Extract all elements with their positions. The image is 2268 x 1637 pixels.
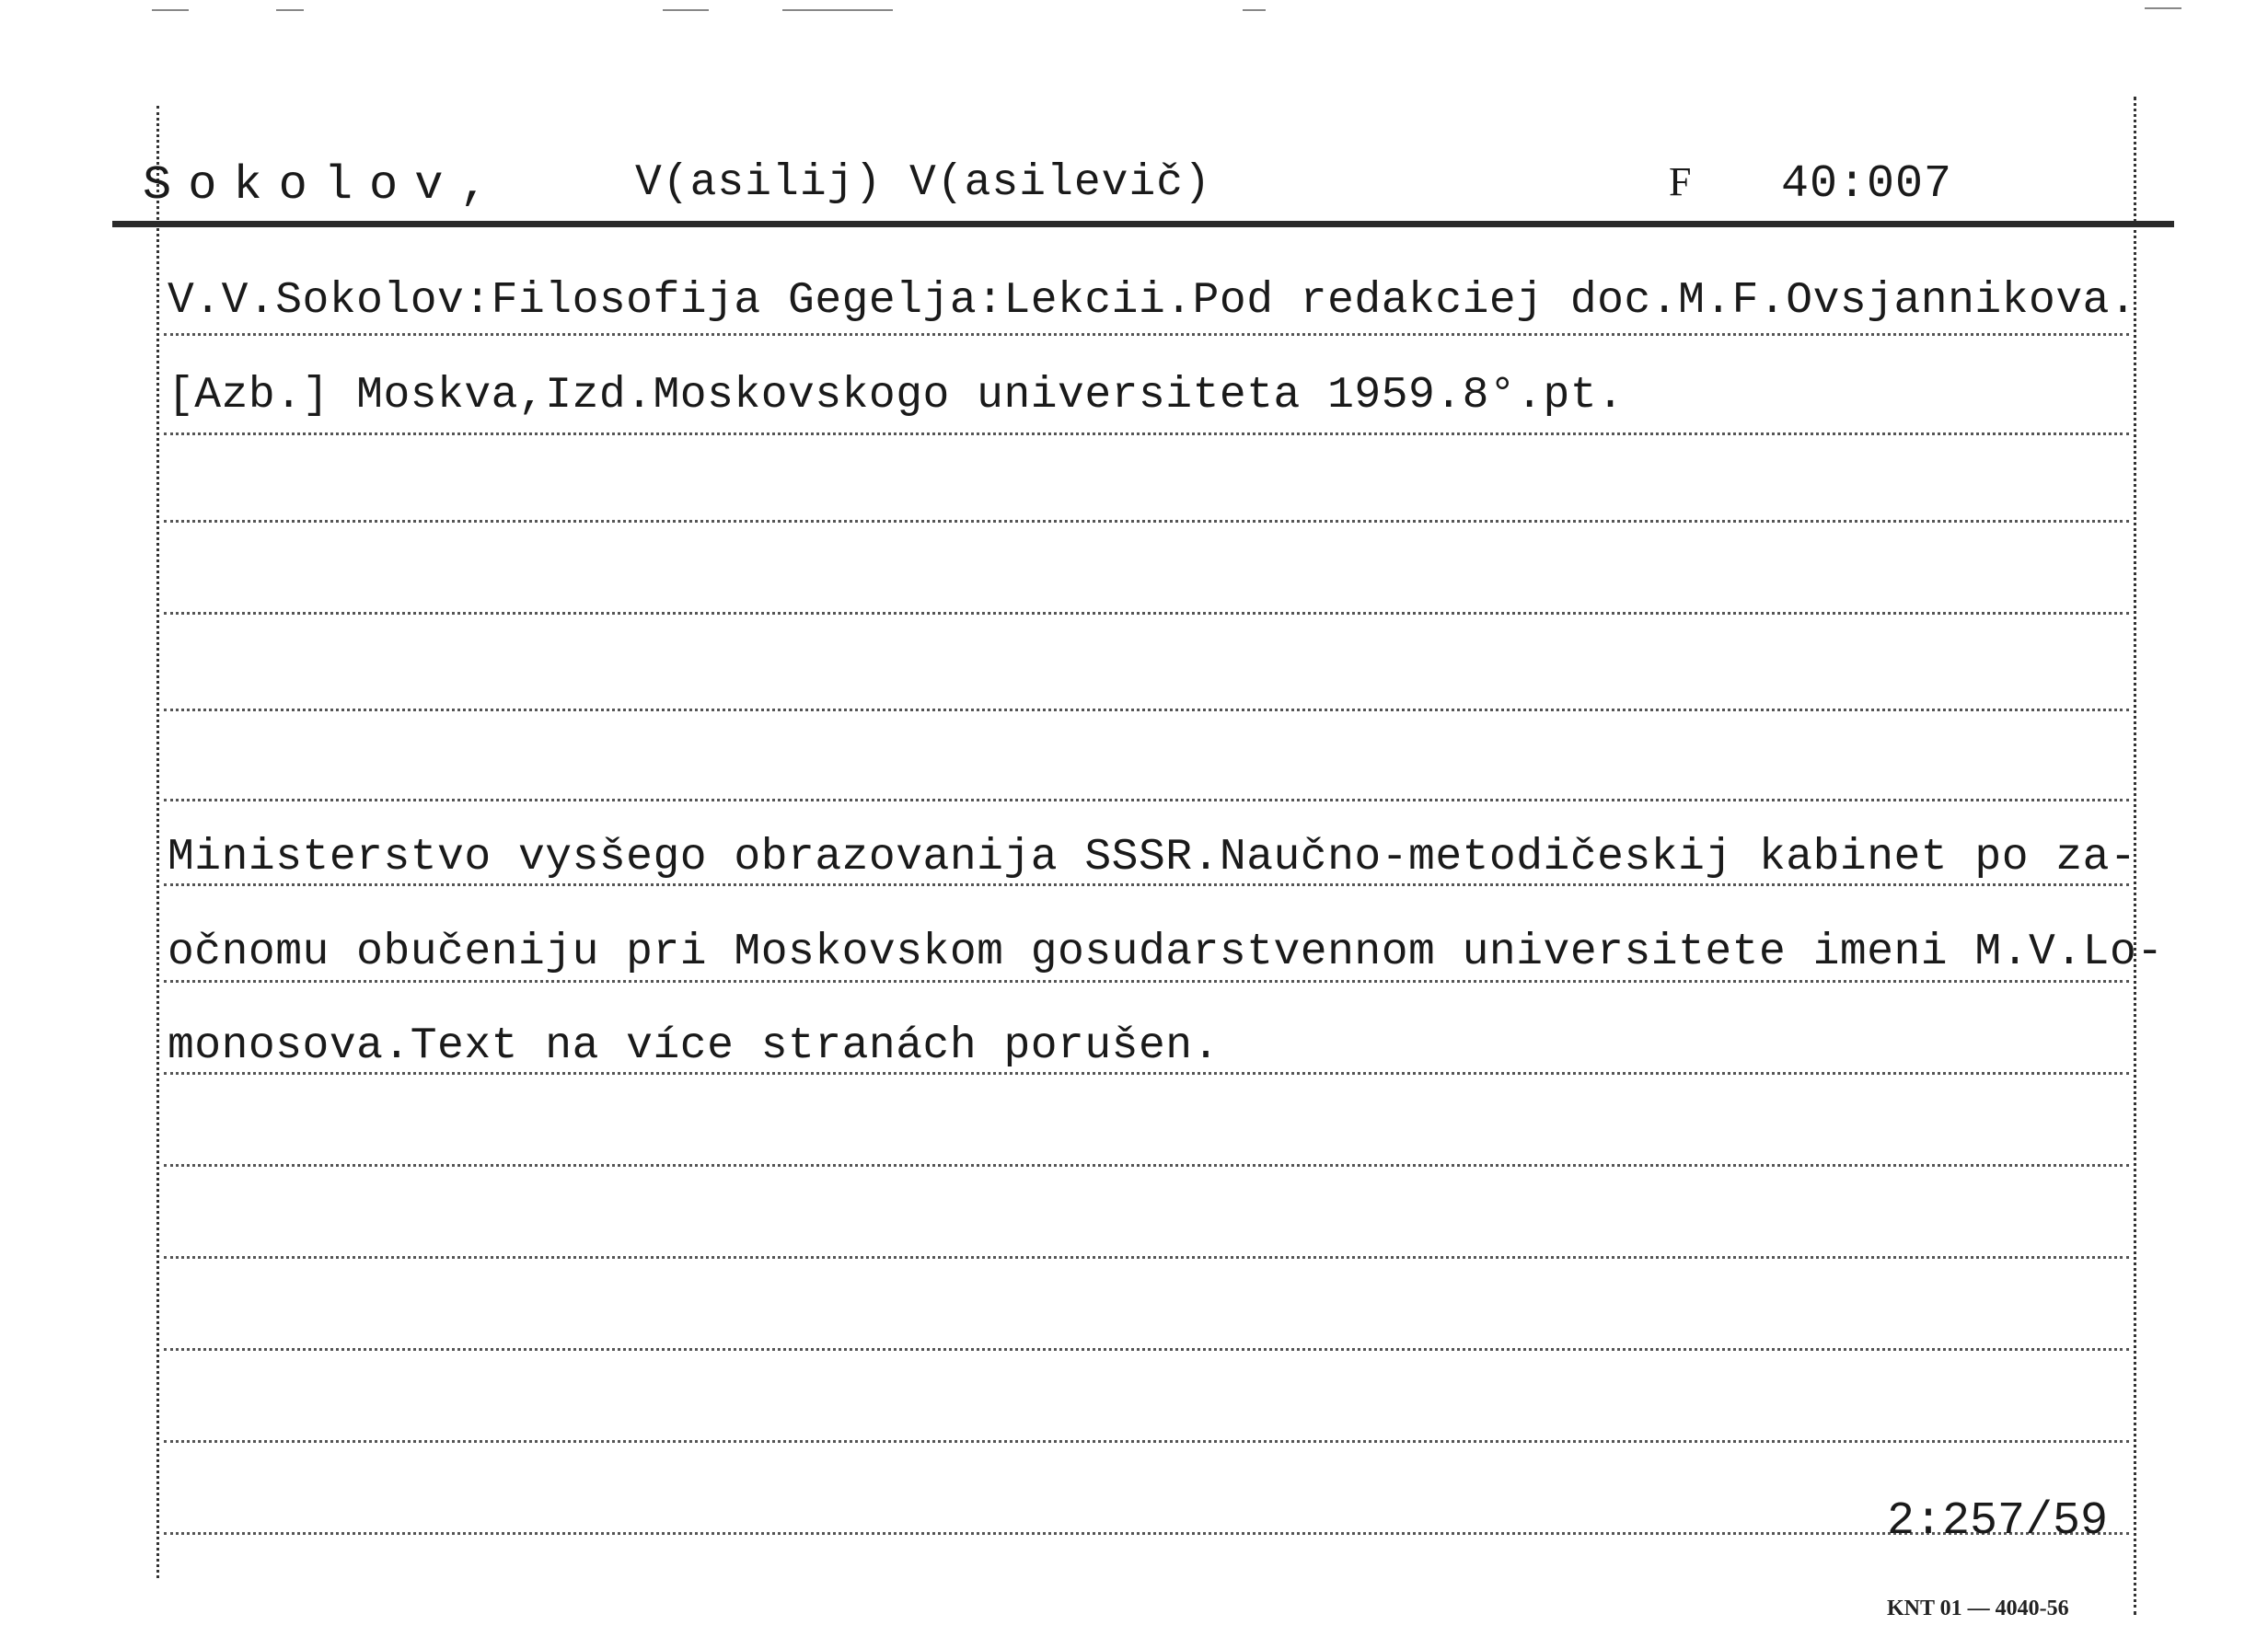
scan-speck xyxy=(2145,7,2181,9)
scan-speck xyxy=(276,9,304,11)
ruled-line xyxy=(164,1440,2129,1443)
ruled-line xyxy=(164,432,2129,435)
header-rule xyxy=(112,221,2174,227)
author-given-names: V(asilij) V(asilevič) xyxy=(635,158,1211,208)
ruled-line xyxy=(164,883,2129,886)
left-margin-line xyxy=(156,106,159,1578)
scan-speck xyxy=(663,9,709,11)
shelf-signature: 40:007 xyxy=(1781,158,1953,211)
ruled-line xyxy=(164,612,2129,615)
fond-mark: F xyxy=(1669,159,1693,204)
scan-speck xyxy=(152,9,189,11)
ruled-line xyxy=(164,1164,2129,1167)
ruled-line xyxy=(164,1072,2129,1075)
body-line-4: očnomu obučeniju pri Moskovskom gosudarstvennom universitete imeni M.V.Lo- xyxy=(168,928,2164,977)
ruled-line xyxy=(164,1348,2129,1351)
ruled-line xyxy=(164,333,2129,336)
ruled-line xyxy=(164,799,2129,801)
scan-speck xyxy=(1243,9,1266,11)
ruled-line xyxy=(164,1532,2129,1535)
body-line-3: Ministerstvo vysšego obrazovanija SSSR.Naučno-metodičeskij kabinet po za- xyxy=(168,833,2137,882)
form-code: KNT 01 — 4040-56 xyxy=(1887,1597,2069,1620)
body-line-5: monosova.Text na více stranách porušen. xyxy=(168,1021,1220,1071)
scan-speck xyxy=(782,9,893,11)
ruled-line xyxy=(164,520,2129,523)
ruled-line xyxy=(164,1256,2129,1259)
author-surname: Sokolov, xyxy=(143,158,505,213)
body-line-1: V.V.Sokolov:Filosofija Gegelja:Lekcii.Pod redakciej doc.M.F.Ovsjannikova. xyxy=(168,276,2137,326)
body-line-2: [Azb.] Moskva,Izd.Moskovskogo universiteta 1959.8°.pt. xyxy=(168,371,1625,421)
ruled-line xyxy=(164,980,2129,983)
ruled-line xyxy=(164,709,2129,711)
accession-number: 2:257/59 xyxy=(1887,1495,2109,1548)
